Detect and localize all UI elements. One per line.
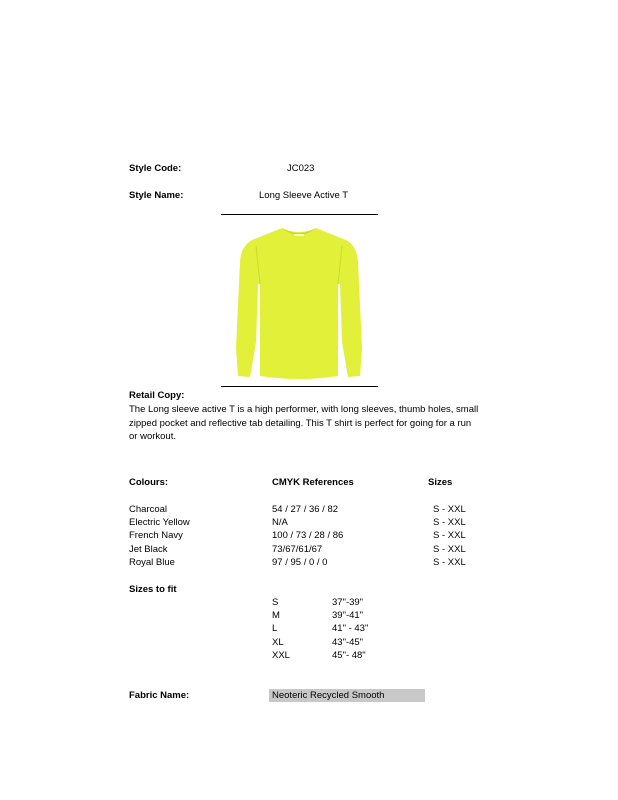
style-code-value: JC023 — [287, 163, 315, 174]
image-bottom-rule — [221, 386, 378, 387]
fit-size: M — [272, 610, 280, 621]
style-name-value: Long Sleeve Active T — [259, 190, 349, 201]
cmyk-header: CMYK References — [272, 477, 354, 488]
colour-name: Electric Yellow — [129, 517, 190, 528]
table-row — [0, 637, 618, 650]
tshirt-shape — [236, 228, 362, 379]
fit-chest: 39"-41" — [332, 610, 364, 621]
size-range: S - XXL — [433, 504, 466, 515]
table-row — [0, 517, 618, 530]
size-range: S - XXL — [433, 530, 466, 541]
table-row — [0, 530, 618, 543]
fit-chest: 41" - 43" — [332, 623, 369, 634]
colour-name: Charcoal — [129, 504, 168, 515]
fit-size: XL — [272, 637, 284, 648]
table-row — [0, 623, 618, 636]
table-row — [0, 610, 618, 623]
colour-name: Royal Blue — [129, 557, 175, 568]
colours-header: Colours: — [129, 477, 169, 488]
size-range: S - XXL — [433, 517, 466, 528]
cmyk-value: 100 / 73 / 28 / 86 — [272, 530, 344, 541]
table-row — [0, 650, 618, 663]
cmyk-value: 54 / 27 / 36 / 82 — [272, 504, 339, 515]
retail-copy-text: The Long sleeve active T is a high performer, with long sleeves, thumb holes, small zipped pocket and reflective tab detailing. This T shirt is perfect for going for a run or workout. — [129, 404, 479, 442]
fit-size: XXL — [272, 650, 290, 661]
style-code-label: Style Code: — [129, 163, 182, 174]
cmyk-value: N/A — [272, 517, 288, 528]
table-row — [0, 557, 618, 570]
sizes-header: Sizes — [428, 477, 453, 488]
fit-chest: 37"-39" — [332, 597, 364, 608]
cmyk-value: 97 / 95 / 0 / 0 — [272, 557, 328, 568]
fabric-name-label: Fabric Name: — [129, 690, 190, 701]
fabric-name-value: Neoteric Recycled Smooth — [272, 690, 385, 701]
size-range: S - XXL — [433, 557, 466, 568]
retail-copy-label: Retail Copy: — [129, 390, 185, 401]
fit-chest: 45"- 48" — [332, 650, 366, 661]
fit-chest: 43"-45" — [332, 637, 364, 648]
style-name-label: Style Name: — [129, 190, 184, 201]
fit-size: S — [272, 597, 279, 608]
colour-name: French Navy — [129, 530, 183, 541]
reflective-tab — [294, 234, 304, 236]
table-row — [0, 504, 618, 517]
size-range: S - XXL — [433, 544, 466, 555]
sizes-to-fit-label: Sizes to fit — [129, 584, 177, 595]
fit-size: L — [272, 623, 278, 634]
image-top-rule — [221, 214, 378, 215]
table-row — [0, 597, 618, 610]
table-row — [0, 544, 618, 557]
long-sleeve-tshirt-image — [226, 222, 372, 382]
colour-name: Jet Black — [129, 544, 168, 555]
cmyk-value: 73/67/61/67 — [272, 544, 323, 555]
